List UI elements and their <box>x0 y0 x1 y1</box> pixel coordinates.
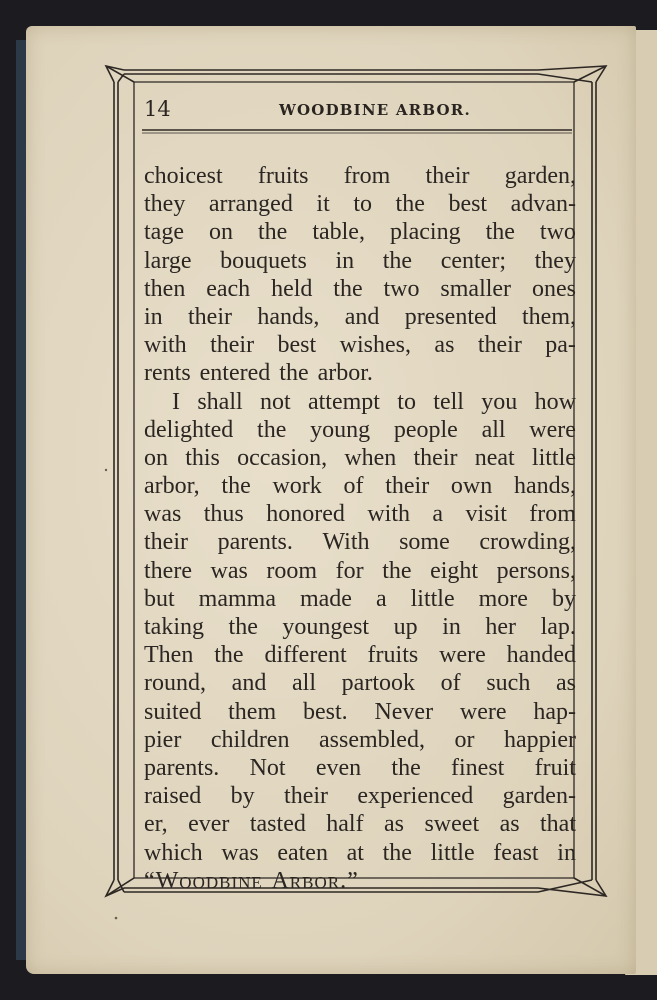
text-line: in their hands, and presented them, <box>144 303 576 330</box>
text-line: which was eaten at the little feast in <box>144 839 576 866</box>
text-line: large bouquets in the center; they <box>144 247 576 274</box>
text-line: was thus honored with a visit from <box>144 501 576 528</box>
text-line: they arranged it to the best advan- <box>144 191 576 218</box>
text-line: rents entered the arbor. <box>144 360 373 387</box>
text-line: choicest fruits from their garden, <box>144 163 576 189</box>
text-line: arbor, the work of their own hands, <box>144 473 576 500</box>
page-number: 14 <box>144 97 171 121</box>
text-line: then each held the two smaller ones <box>144 275 576 302</box>
text-line: but mamma made a little more by <box>144 585 576 612</box>
text-line: delighted the young people all were <box>144 416 576 443</box>
page-header <box>144 94 574 124</box>
text-line: suited them best. Never were hap- <box>144 698 576 725</box>
text-line: on this occasion, when their neat little <box>144 444 576 471</box>
text-line: “Woodbine Arbor.” <box>144 867 359 894</box>
text-line: their parents. With some crowding, <box>144 529 576 556</box>
text-line: with their best wishes, as their pa- <box>144 332 576 359</box>
running-title: WOODBINE ARBOR. <box>279 101 471 119</box>
text-line: raised by their experienced garden- <box>144 783 576 810</box>
text-line: tage on the table, placing the two <box>144 219 576 246</box>
text-line: Then the different fruits were handed <box>144 642 576 669</box>
text-line: parents. Not even the finest fruit <box>144 754 576 781</box>
text-line: round, and all partook of such as <box>144 670 576 697</box>
text-line: I shall not attempt to tell you how <box>172 388 576 415</box>
text-line: er, ever tasted half as sweet as that <box>144 811 576 838</box>
body-text <box>144 162 576 895</box>
text-line: there was room for the eight persons, <box>144 557 576 584</box>
book-page <box>26 26 636 974</box>
text-line: taking the youngest up in her lap. <box>144 614 576 640</box>
text-line: pier children assembled, or happier <box>144 726 576 753</box>
